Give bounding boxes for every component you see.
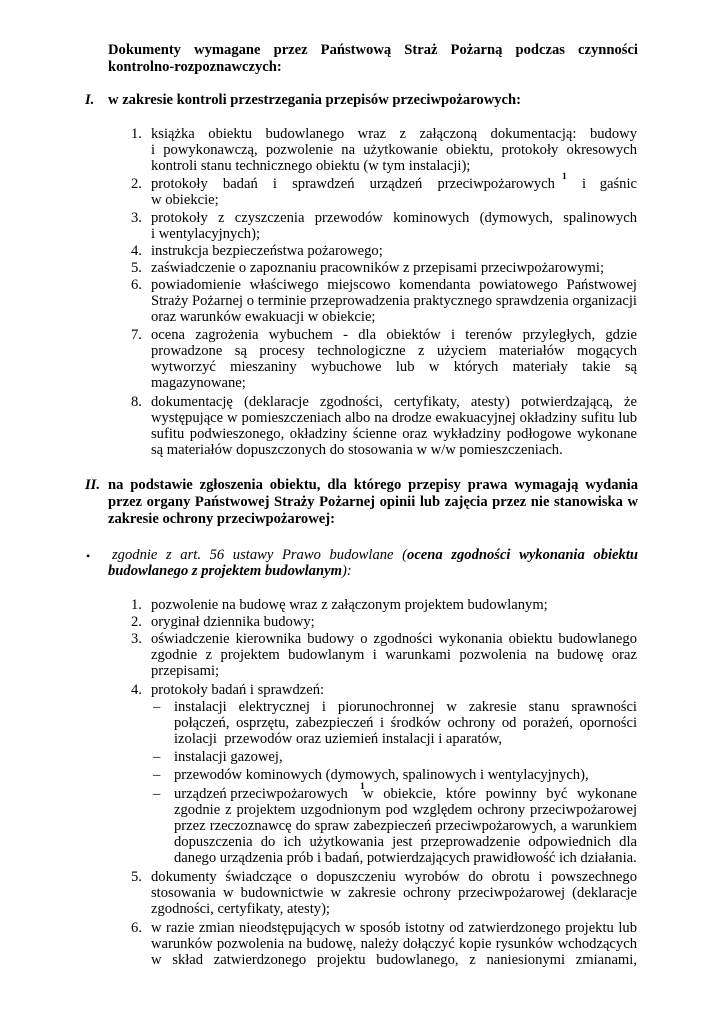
list-number: 6. xyxy=(131,920,142,936)
dash-marker: – xyxy=(153,749,161,765)
list-item-line: kontroli stanu technicznego obiektu (w tym instalacji); xyxy=(151,158,471,174)
list-number: 4. xyxy=(131,243,142,259)
list-item-line: oświadczenie kierownika budowy o zgodności wykonania obiektu budowlanego xyxy=(151,631,637,647)
sub-item-line: przez rzeczoznawcę do spraw zabezpieczeń przeciwpożarowych, a warunkiem xyxy=(174,818,637,834)
document-title-line-1: Dokumenty wymagane przez Państwową Straż Pożarną podczas czynności xyxy=(108,42,638,58)
bullet-italic-text: zgodnie z art. 56 ustawy Prawo budowlane ( xyxy=(112,547,408,563)
bullet-bold-text: ocena zgodności wykonania obiektu xyxy=(407,547,638,563)
sub-item-text: urządzeń przeciwpożarowych xyxy=(174,786,348,802)
list-item-line: dokumenty świadczące o dopuszczeniu wyrobów do obrotu i powszechnego xyxy=(151,869,637,885)
section-2-heading-line: na podstawie zgłoszenia obiektu, dla którego przepisy prawa wymagają wydania xyxy=(108,477,638,493)
sub-item-line: połączeń, osprzętu, zabezpieczeń i środków ochrony od porażeń, oporności xyxy=(174,715,637,731)
list-item-line: i wentylacyjnych); xyxy=(151,226,261,242)
list-number: 3. xyxy=(131,631,142,647)
section-2-numeral: II. xyxy=(85,477,101,493)
sub-item-line: instalacji elektrycznej i piorunochronnej w zakresie stanu sprawności xyxy=(174,699,637,715)
section-2-heading-line: zakresie ochrony przeciwpożarowej: xyxy=(108,511,335,527)
bullet-line-1 xyxy=(112,547,638,563)
sub-item-text: w obiekcie, które powinny być wykonane xyxy=(363,786,637,802)
list-item-line: ocena zagrożenia wybuchem - dla obiektów i terenów przyległych, gdzie xyxy=(151,327,637,343)
list-number: 6. xyxy=(131,277,142,293)
section-1-numeral: I. xyxy=(85,92,95,108)
list-item-line: dokumentację (deklaracje zgodności, certyfikaty, atesty) potwierdzającą, że xyxy=(151,394,637,410)
list-item-line: oraz warunków ewakuacji w obiekcie; xyxy=(151,309,376,325)
list-item-line: protokoły z czyszczenia przewodów kominowych (dymowych, spalinowych xyxy=(151,210,637,226)
list-item-line: przepisami; xyxy=(151,663,220,679)
dash-marker: – xyxy=(153,699,161,715)
dash-marker: – xyxy=(153,786,161,802)
list-item-line: w skład zatwierdzonego projektu budowlanego, z naniesionymi zmianami, xyxy=(151,952,637,968)
list-item-line: zaświadczenie o zapoznaniu pracowników z przepisami przeciwpożarowymi; xyxy=(151,260,605,276)
list-number: 8. xyxy=(131,394,142,410)
footnote-marker: 1 xyxy=(360,782,365,792)
list-number: 1. xyxy=(131,126,142,142)
list-item-text: protokoły badań i sprawdzeń urządzeń przeciwpożarowych xyxy=(151,176,555,192)
list-item-line: magazynowane; xyxy=(151,375,246,391)
list-number: 5. xyxy=(131,869,142,885)
list-number: 3. xyxy=(131,210,142,226)
sub-item-line: przewodów kominowych (dymowych, spalinowych i wentylacyjnych), xyxy=(174,767,589,783)
sub-item-line: danego urządzenia prób i badań, potwierdzających prawidłowość ich działania. xyxy=(174,850,637,866)
list-number: 4. xyxy=(131,682,142,698)
list-item-line: zgodnie z projektem budowlanym i warunkami pozwolenia na budowę oraz xyxy=(151,647,637,663)
list-number: 1. xyxy=(131,597,142,613)
list-item-line: występujące w pomieszczeniach albo na drodze ewakuacyjnej okładziny sufitu lub xyxy=(151,410,637,426)
list-item-line: stosowania w budownictwie w zakresie ochrony przeciwpożarowej (deklaracje xyxy=(151,885,637,901)
list-item-line: w obiekcie; xyxy=(151,192,219,208)
footnote-marker: 1 xyxy=(562,172,567,182)
list-item-line: i powykonawczą, pozwolenie na użytkowanie obiektu, protokoły okresowych xyxy=(151,142,637,158)
list-item-line: warunków pozwolenia na budowę, należy dołączyć kopie rysunków wchodzących xyxy=(151,936,637,952)
list-item-line: instrukcja bezpieczeństwa pożarowego; xyxy=(151,243,383,259)
list-item-line: w razie zmian nieodstępujących w sposób istotny od zatwierdzonego projektu lub xyxy=(151,920,637,936)
bullet-italic-text: ): xyxy=(341,563,352,579)
list-item-line: wytworzyć mieszaniny wybuchowe lub w których materiały takie są xyxy=(151,359,637,375)
list-item-line: książka obiektu budowlanego wraz z załączoną dokumentacją: budowy xyxy=(151,126,637,142)
sub-item-line: izolacji przewodów oraz uziemień instalacji i aparatów, xyxy=(174,731,503,747)
list-number: 2. xyxy=(131,176,142,192)
bullet-bold-text: budowlanego z projektem budowlanym xyxy=(108,563,342,579)
list-item-line: zgodności, certyfikaty, atesty); xyxy=(151,901,330,917)
list-number: 2. xyxy=(131,614,142,630)
dash-marker: – xyxy=(153,767,161,783)
list-item-line: powiadomienie właściwego miejscowo komendanta powiatowego Państwowej xyxy=(151,277,637,293)
list-number: 7. xyxy=(131,327,142,343)
sub-item-line: zgodnie z projektem uzgodnionym pod względem ochrony przeciwpożarowej xyxy=(174,802,637,818)
document-title-line-2: kontrolno-rozpoznawczych: xyxy=(108,59,282,75)
list-item-line: sufitu podwieszonego, okładziny ścienne oraz wykładziny podłogowe wykonane xyxy=(151,426,637,442)
list-item-line: pozwolenie na budowę wraz z załączonym projektem budowlanym; xyxy=(151,597,548,613)
bullet-line-2 xyxy=(108,563,638,579)
section-2-heading-line: przez organy Państwowej Straży Pożarnej opinii lub zajęcia przez nie stanowiska w xyxy=(108,494,638,510)
list-number: 5. xyxy=(131,260,142,276)
list-item-line: prowadzone są procesy technologiczne z użyciem materiałów mogących xyxy=(151,343,637,359)
bullet-icon: • xyxy=(86,549,91,563)
list-item-line: protokoły badań i sprawdzeń: xyxy=(151,682,325,698)
list-item-line: są materiałów dopuszczonych do stosowania w w/w pomieszczeniach. xyxy=(151,442,563,458)
list-item-text: i gaśnic xyxy=(582,176,637,192)
list-item-line: Straży Pożarnej o terminie przeprowadzenia praktycznego sprawdzenia organizacji xyxy=(151,293,637,309)
list-item-line: oryginał dziennika budowy; xyxy=(151,614,315,630)
sub-item-line: dopuszczenia do ich użytkowania jest przeprowadzenie odpowiednich dla xyxy=(174,834,637,850)
section-1-heading: w zakresie kontroli przestrzegania przepisów przeciwpożarowych: xyxy=(108,92,522,108)
sub-item-line: instalacji gazowej, xyxy=(174,749,283,765)
